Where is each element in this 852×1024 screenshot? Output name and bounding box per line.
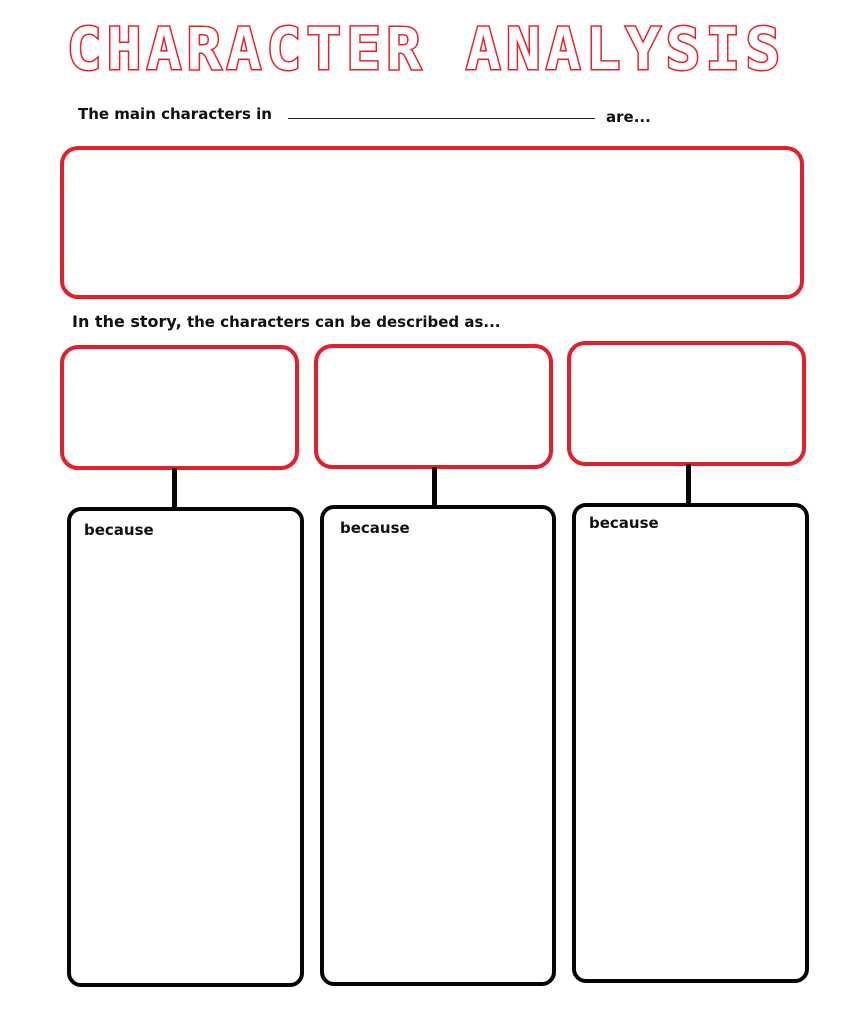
description-box-1[interactable] <box>60 345 299 470</box>
description-box-3[interactable] <box>567 341 806 466</box>
because-box-2[interactable] <box>320 505 556 986</box>
because-label-1: because <box>84 521 154 539</box>
story-title-blank-line[interactable] <box>288 118 595 119</box>
connector-line-2 <box>432 467 437 509</box>
connector-line-3 <box>686 464 691 508</box>
description-prompt <box>72 312 501 331</box>
description-prompt-start: In the story, <box>72 312 182 331</box>
because-label-3: because <box>589 514 659 532</box>
description-box-2[interactable] <box>314 344 553 469</box>
main-characters-prompt-tail: are... <box>606 108 651 126</box>
because-label-2: because <box>340 519 410 537</box>
description-prompt-end: the characters can be described as... <box>186 313 501 331</box>
title-text: CHARACTER ANALYSIS <box>66 15 786 83</box>
because-box-3[interactable] <box>572 503 809 983</box>
connector-line-1 <box>172 468 177 510</box>
main-characters-prompt: The main characters in <box>78 105 272 123</box>
worksheet-title <box>0 14 852 84</box>
main-characters-answer-box[interactable] <box>60 146 804 299</box>
because-box-1[interactable] <box>67 507 304 987</box>
